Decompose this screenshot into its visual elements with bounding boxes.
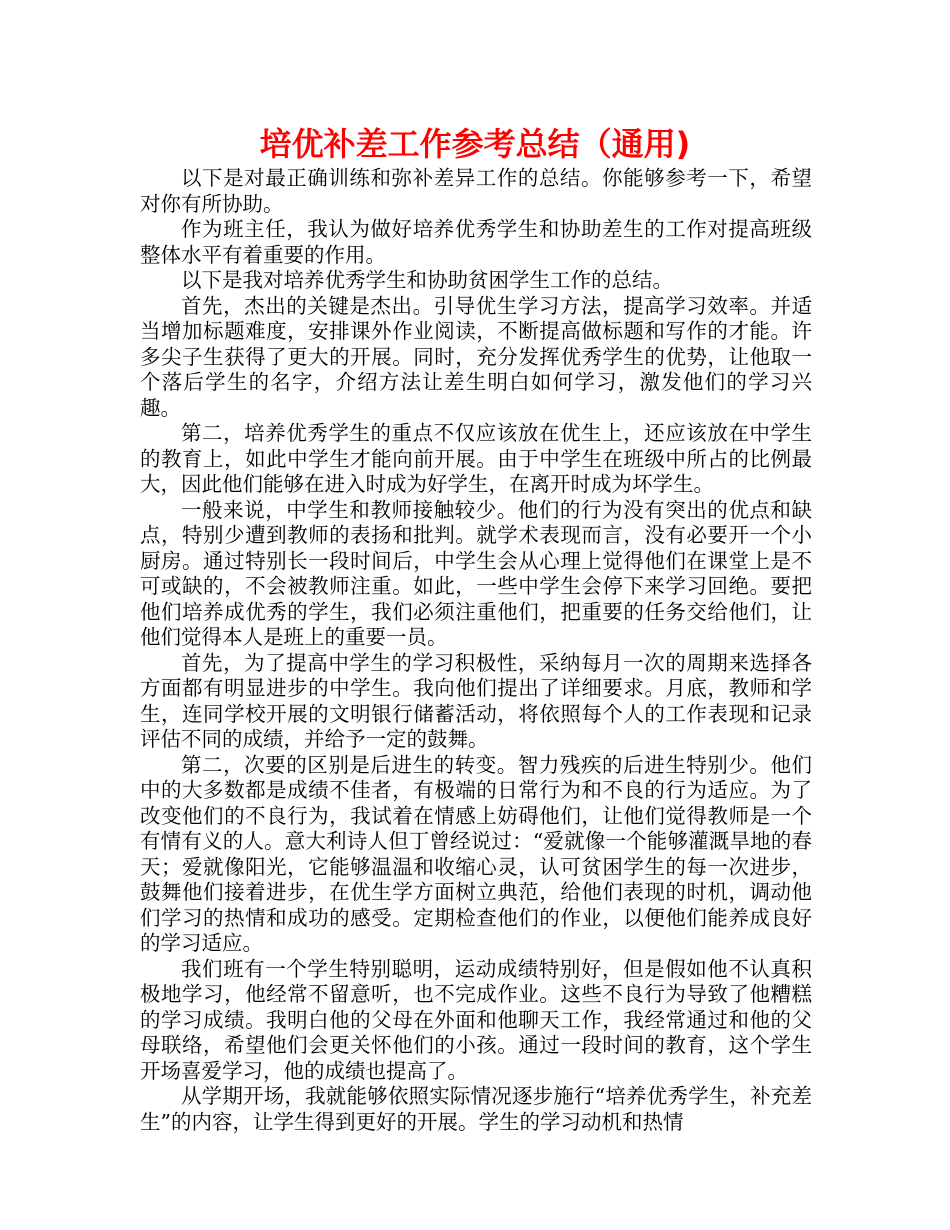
- paragraph-8: 第二，次要的区别是后进生的转变。智力残疾的后进生特别少。他们中的大多数都是成绩不佳者，有极端的日常行为和不良的行为适应。为了改变他们的不良行为，我试着在情感上妨碍他们，让他们觉得教师是一个有情有义的人。意大利诗人但丁曾经说过：“爱就像一个能够灌溉旱地的春天；爱就像阳光，它能够温温和收缩心灵，认可贫困学生的每一次进步，鼓舞他们接着进步，在优生学方面树立典范，给他们表现的时机，调动他们学习的热情和成功的感受。定期检查他们的作业，以便他们能养成良好的学习适应。: [140, 752, 812, 955]
- paragraph-1: 以下是对最正确训练和弥补差异工作的总结。你能够参考一下，希望对你有所协助。: [140, 166, 812, 216]
- document-title: 培优补差工作参考总结（通用): [259, 125, 691, 163]
- paragraph-7: 首先，为了提高中学生的学习积极性，采纳每月一次的周期来选择各方面都有明显进步的中学生。我向他们提出了详细要求。月底，教师和学生，连同学校开展的文明银行储蓄活动，将依照每个人的工作表现和记录评估不同的成绩，并给予一定的鼓舞。: [140, 650, 812, 751]
- paragraph-9: 我们班有一个学生特别聪明，运动成绩特别好，但是假如他不认真积极地学习，他经常不留意听，也不完成作业。这些不良行为导致了他糟糕的学习成绩。我明白他的父母在外面和他聊天工作，我经常通过和他的父母联络，希望他们会更关怀他们的小孩。通过一段时间的教育，这个学生开场喜爱学习，他的成绩也提高了。: [140, 956, 812, 1083]
- paragraph-3: 以下是我对培养优秀学生和协助贫困学生工作的总结。: [181, 268, 673, 292]
- document-body: [140, 166, 812, 1135]
- paragraph-6: 一般来说，中学生和教师接触较少。他们的行为没有突出的优点和缺点，特别少遭到教师的表扬和批判。就学术表现而言，没有必要开一个小厨房。通过特别长一段时间后，中学生会从心理上觉得他们在课堂上是不可或缺的，不会被教师注重。如此，一些中学生会停下来学习回绝。要把他们培养成优秀的学生，我们必须注重他们，把重要的任务交给他们，让他们觉得本人是班上的重要一员。: [140, 497, 812, 649]
- paragraph-10: 从学期开场，我就能够依照实际情况逐步施行“培养优秀学生，补充差生”的内容，让学生得到更好的开展。学生的学习动机和热情: [140, 1084, 812, 1134]
- paragraph-4: 首先，杰出的关键是杰出。引导优生学习方法，提高学习效率。并适当增加标题难度，安排课外作业阅读，不断提高做标题和写作的才能。许多尖子生获得了更大的开展。同时，充分发挥优秀学生的优势，让他取一个落后学生的名字，介绍方法让差生明白如何学习，激发他们的学习兴趣。: [140, 293, 812, 420]
- paragraph-2: 作为班主任，我认为做好培养优秀学生和协助差生的工作对提高班级整体水平有着重要的作用。: [140, 217, 812, 267]
- paragraph-5: 第二，培养优秀学生的重点不仅应该放在优生上，还应该放在中学生的教育上，如此中学生才能向前开展。由于中学生在班级中所占的比例最大，因此他们能够在进入时成为好学生，在离开时成为坏学生。: [140, 421, 812, 496]
